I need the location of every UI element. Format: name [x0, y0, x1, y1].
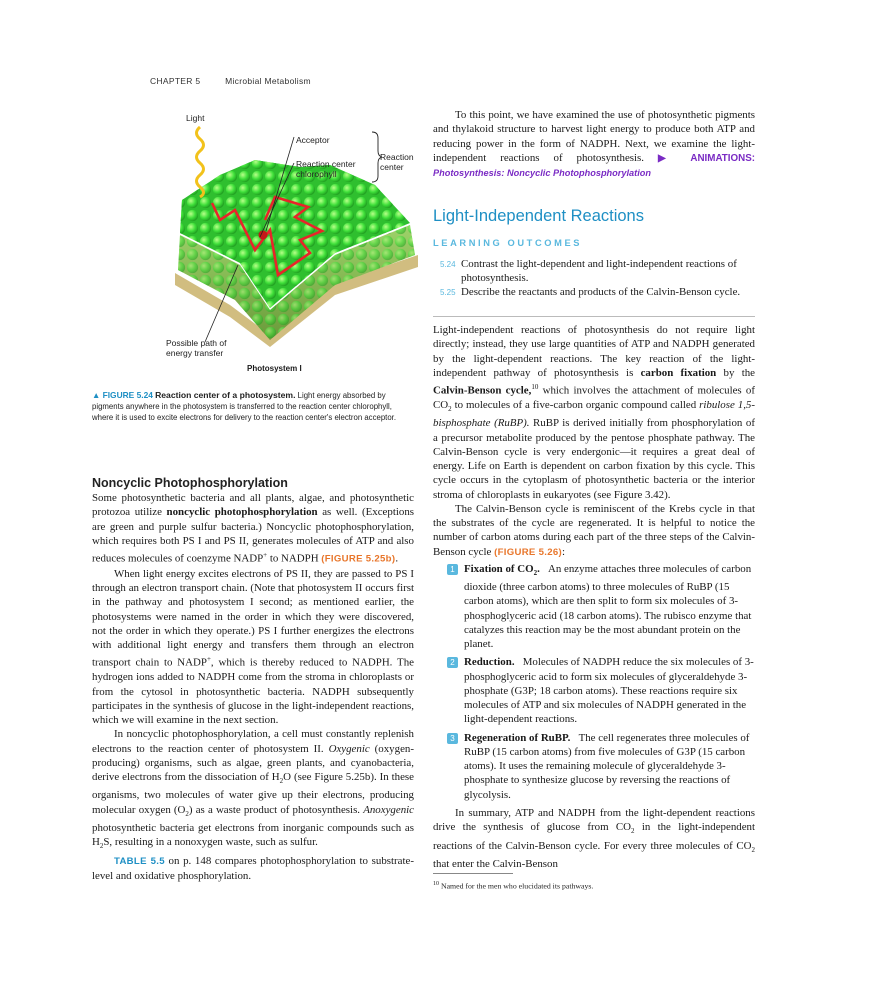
- step-number-badge: 2: [447, 657, 458, 668]
- reaction-center-chlorophyll-label: Reaction center chlorophyll: [296, 159, 356, 179]
- learning-outcome-item: 5.24 Contrast the light-dependent and light-independent reactions of photosynthesis.: [440, 258, 737, 284]
- left-column: [92, 491, 414, 883]
- animations-label: ▶ ANIMATIONS:: [658, 152, 755, 164]
- figure-reference-link[interactable]: (FIGURE 5.26): [494, 546, 562, 558]
- light-ray: [197, 127, 204, 197]
- learning-outcomes-heading: LEARNING OUTCOMES: [433, 238, 583, 248]
- step-number-badge: 3: [447, 733, 458, 744]
- learning-outcome-item: 5.25 Describe the reactants and products of the Calvin-Benson cycle.: [440, 286, 741, 298]
- figure-reference-link[interactable]: (FIGURE 5.25b): [321, 553, 396, 565]
- energy-path-label: Possible path of energy transfer: [166, 338, 227, 358]
- chapter-title: Microbial Metabolism: [225, 76, 311, 86]
- right-column: [433, 323, 755, 871]
- footnote: $^{10}$ Named for the men who elucidated its pathways.: [433, 881, 594, 891]
- paragraph: TABLE 5.5 on p. 148 compares photophosphorylation to substrate-level and oxidative phosphorylation.: [92, 854, 414, 883]
- figure-caption: [92, 390, 414, 424]
- table-reference-link[interactable]: TABLE 5.5: [114, 855, 165, 867]
- calvin-step: 3 Regeneration of RuBP. The cell regenerates three molecules of RuBP (15 carbon atoms) from five molecules of G3P (15 carbon atoms). It uses the remaining molecule of glyceraldehyde 3-phosphate to synthesize glucose by reversing the reactions of glycolysis.: [433, 731, 755, 802]
- section-heading-light-independent: Light-Independent Reactions: [433, 207, 644, 225]
- caption-title: Reaction center of a photosystem.: [155, 390, 296, 400]
- chapter-label: CHAPTER 5: [150, 76, 201, 86]
- step-number-badge: 1: [447, 564, 458, 575]
- photosystem-label: Photosystem I: [247, 364, 302, 373]
- reaction-center-label: Reaction center: [380, 152, 414, 172]
- figure-tag: ▲ FIGURE 5.24: [92, 390, 153, 400]
- calvin-step: 2 Reduction. Molecules of NADPH reduce the six molecules of 3-phosphoglyceric acid to form six molecules of glyceraldehyde 3-phosphate (G3P; 18 carbon atoms). These reactions require six molecules of ATP and six molecules of NADPH generated in the light-dependent reactions.: [433, 655, 755, 726]
- running-header: [150, 76, 311, 86]
- divider: [433, 316, 755, 317]
- section-heading-noncyclic: Noncyclic Photophosphorylation: [92, 476, 288, 490]
- footnote-rule: [433, 873, 513, 874]
- caption-text: Light energy absorbed by pigments anywhere in the photosystem is transferred to the reaction center chlorophyll, where it is used to excite electrons for delivery to the reaction center's electron acceptor.: [92, 391, 396, 423]
- intro-paragraph: To this point, we have examined the use of photosynthetic pigments and thylakoid structure to harvest light energy to produce both ATP and reducing power in the form of NADPH. Next, we examine the light-independent reactions of photosynthesis. ▶ ANIMATIONS: Photosynthesis: Noncyclic Photophosphorylation: [433, 109, 755, 178]
- photosystem-figure: [160, 105, 430, 385]
- paragraph: Some photosynthetic bacteria and all plants, algae, and photosynthetic protozoa utilize noncyclic photophosphorylation as well. (Exceptions are green and purple sulfur bacteria.) Noncyclic photophosphorylation, which requires both PS I and PS II, generates molecules of ATP and also reduces molecules of coenzyme NADP+ to NADPH (FIGURE 5.25b).: [92, 492, 414, 565]
- paragraph: In summary, ATP and NADPH from the light-dependent reactions drive the synthesis of glucose from $CO_2$ in the light-independent reactions of the Calvin-Benson cycle. For every three molecules of $CO_2$ that enter the Calvin-Benson: [433, 806, 756, 871]
- light-label: Light: [186, 113, 205, 123]
- animation-link[interactable]: Photosynthesis: Noncyclic Photophosphorylation: [433, 168, 651, 178]
- paragraph: The Calvin-Benson cycle is reminiscent of the Krebs cycle in that the substrates of the cycle are regenerated. It is helpful to notice the number of carbon atoms during each part of the three steps of the Calvin-Benson cycle (FIGURE 5.26):: [433, 502, 755, 558]
- acceptor-label: Acceptor: [296, 135, 330, 145]
- paragraph: In noncyclic photophosphorylation, a cell must constantly replenish electrons to the reaction center of photosystem II. Oxygenic (oxygen-producing) organisms, such as algae, green plants, and cyanobacteria, derive electrons from the dissociation of $H_2O$ (see Figure 5.25b). In these organisms, two molecules of water give up their electrons, producing molecular oxygen $(O_2)$ as a waste product of photosynthesis. Anoxygenic photosynthetic bacteria get electrons from inorganic compounds such as $H_2S$, resulting in a nonoxygen waste, such as sulfur.: [92, 728, 415, 851]
- paragraph: Light-independent reactions of photosynthesis do not require light directly; instead, they use large quantities of ATP and NADPH generated by the light-dependent reactions. The key reaction of the light-independent pathway of photosynthesis is carbon fixation by the Calvin-Benson cycle,$^{10}$ which involves the attachment of molecules of $CO_2$ to molecules of a five-carbon organic compound called ribulose 1,5-bisphosphate (RuBP). RuBP is derived initially from phosphorylation of a precursor metabolite produced by the pentose phosphate pathway. The Calvin-Benson cycle is very endergonic—it requires a great deal of energy. Life on Earth is dependent on carbon fixation by this cycle. This cycle occurs in the cytoplasm of photosynthetic bacteria or the interior stroma of chloroplasts in eukaryotes (see Figure 3.42).: [433, 324, 756, 501]
- paragraph: When light energy excites electrons of PS II, they are passed to PS I through an electron transport chain. (Note that photosystem II occurs first in the pathway and photosystem I second; as mentioned earlier, the photosystems were named in the order in which they were discovered, not the order in which they operate.) PS I further energizes the electrons with additional light energy and transfers them through an electron transport chain to NADP+, which is thereby reduced to NADPH. The hydrogen ions added to NADPH come from the stroma in chloroplasts or from the cytosol in photosynthetic bacteria. NADPH subsequently participates in the synthesis of glucose in the light-independent reactions, which we will examine in the next section.: [92, 567, 414, 726]
- calvin-step: 1 Fixation of $CO_2$. An enzyme attaches three molecules of carbon dioxide (three carbon atoms) to three molecules of RuBP (15 carbon atoms), which are then split to form six molecules of 3-phosphoglyceric acid (18 carbon atoms). The rubisco enzyme that catalyzes this reaction may be the most abundant protein on the planet.: [433, 562, 755, 652]
- reaction-center-dot: [259, 231, 268, 240]
